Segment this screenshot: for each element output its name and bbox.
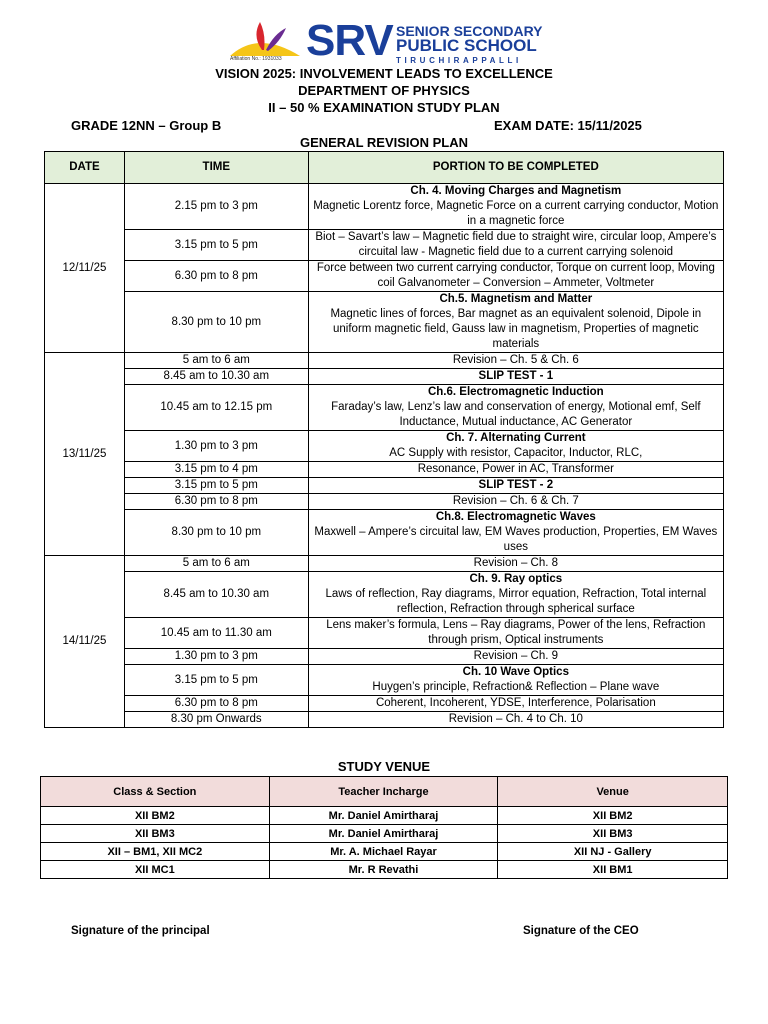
table-row [45, 261, 724, 292]
grade-label: GRADE 12NN – Group B [71, 118, 222, 133]
portion-cell [308, 478, 723, 494]
time-cell: 8.30 pm to 10 pm [124, 510, 308, 556]
table-row [45, 431, 724, 462]
venue-cell: XII BM3 [498, 825, 728, 843]
portion-cell [308, 462, 723, 478]
portion-text: Revision – Ch. 4 to Ch. 10 [448, 713, 583, 725]
table-row [45, 510, 724, 556]
time-cell: 1.30 pm to 3 pm [124, 649, 308, 665]
column-header-class: Class & Section [41, 777, 270, 807]
table-header-row [45, 152, 724, 184]
class-cell: XII MC1 [41, 861, 270, 879]
chapter-title: Ch. 9. Ray optics [469, 573, 563, 585]
portion-cell [308, 369, 723, 385]
venue-cell: XII BM1 [498, 861, 728, 879]
portion-text: Maxwell – Ampere’s circuital law, EM Waves production, Properties, EM Waves uses [314, 526, 718, 553]
table-row [45, 494, 724, 510]
time-cell: 6.30 pm to 8 pm [124, 494, 308, 510]
logo-line-1: SENIOR SECONDARY [396, 23, 543, 39]
portion-text: Magnetic Lorentz force, Magnetic Force on a current carrying conductor, Motion in a magnetic force [313, 200, 719, 227]
venue-title: STUDY VENUE [337, 759, 431, 774]
time-cell: 5 am to 6 am [124, 353, 308, 369]
venue-row [41, 843, 728, 861]
table-row [45, 665, 724, 696]
chapter-title: Ch.5. Magnetism and Matter [439, 293, 593, 305]
teacher-cell: Mr. Daniel Amirtharaj [269, 807, 498, 825]
portion-cell [308, 618, 723, 649]
portion-text: Huygen’s principle, Refraction& Reflection – Plane wave [372, 681, 660, 693]
column-header-portion: PORTION TO BE COMPLETED [308, 152, 723, 184]
portion-cell [308, 385, 723, 431]
column-header-time: TIME [124, 152, 308, 184]
vision-heading: VISION 2025: INVOLVEMENT LEADS TO EXCELLENCE [215, 66, 553, 81]
time-cell: 3.15 pm to 5 pm [124, 478, 308, 494]
school-logo [228, 16, 543, 72]
portion-text: Faraday’s law, Lenz’s law and conservation of energy, Motional emf, Self Inductance, Mutual inductance, AC Generator [331, 401, 701, 428]
class-cell: XII BM3 [41, 825, 270, 843]
table-row [45, 712, 724, 728]
time-cell: 8.45 am to 10.30 am [124, 572, 308, 618]
affiliation-text: Affiliation No.: 1931033 [230, 56, 282, 62]
class-cell: XII – BM1, XII MC2 [41, 843, 270, 861]
plan-title: GENERAL REVISION PLAN [299, 135, 469, 150]
portion-cell [308, 649, 723, 665]
table-row [45, 230, 724, 261]
portion-text: Laws of reflection, Ray diagrams, Mirror equation, Refraction, Total internal reflection, Refraction through spherical surface [325, 588, 707, 615]
teacher-cell: Mr. A. Michael Rayar [269, 843, 498, 861]
teacher-cell: Mr. Daniel Amirtharaj [269, 825, 498, 843]
portion-cell [308, 665, 723, 696]
date-cell: 14/11/25 [45, 556, 125, 728]
table-row [45, 556, 724, 572]
plan-body [45, 184, 724, 728]
portion-text: Biot – Savart’s law – Magnetic field due to straight wire, circular loop, Ampere’s circuital law - Magnetic field due to a current carrying solenoid [315, 231, 717, 258]
venue-cell: XII NJ - Gallery [498, 843, 728, 861]
portion-cell [308, 494, 723, 510]
column-header-teacher: Teacher Incharge [269, 777, 498, 807]
logo-abbr: SRV [306, 16, 393, 65]
column-header-date: DATE [45, 152, 125, 184]
table-row [45, 618, 724, 649]
time-cell: 5 am to 6 am [124, 556, 308, 572]
table-row [45, 572, 724, 618]
time-cell: 8.30 pm Onwards [124, 712, 308, 728]
chapter-title: Ch. 10 Wave Optics [462, 666, 569, 678]
time-cell: 3.15 pm to 5 pm [124, 665, 308, 696]
portion-text: Resonance, Power in AC, Transformer [417, 463, 614, 475]
portion-cell [308, 353, 723, 369]
table-row [45, 649, 724, 665]
exam-heading: II – 50 % EXAMINATION STUDY PLAN [268, 100, 500, 115]
portion-cell [308, 696, 723, 712]
time-cell: 1.30 pm to 3 pm [124, 431, 308, 462]
chapter-title: Ch.6. Electromagnetic Induction [427, 386, 604, 398]
portion-cell [308, 292, 723, 353]
date-cell: 13/11/25 [45, 353, 125, 556]
time-cell: 8.45 am to 10.30 am [124, 369, 308, 385]
portion-text: Revision – Ch. 8 [473, 557, 559, 569]
portion-cell [308, 712, 723, 728]
portion-text: Revision – Ch. 9 [473, 650, 559, 662]
portion-cell [308, 184, 723, 230]
venue-row [41, 807, 728, 825]
table-row [45, 292, 724, 353]
principal-signature-label: Signature of the principal [71, 925, 210, 937]
venue-body [41, 807, 728, 879]
chapter-title: Ch.8. Electromagnetic Waves [435, 511, 596, 523]
column-header-venue: Venue [498, 777, 728, 807]
venue-row [41, 861, 728, 879]
revision-plan-table [44, 151, 724, 728]
time-cell: 10.45 am to 11.30 am [124, 618, 308, 649]
portion-text: AC Supply with resistor, Capacitor, Inductor, RLC, [389, 447, 643, 459]
portion-text: Coherent, Incoherent, YDSE, Interference, Polarisation [375, 697, 656, 709]
time-cell: 3.15 pm to 4 pm [124, 462, 308, 478]
table-row [45, 478, 724, 494]
class-cell: XII BM2 [41, 807, 270, 825]
date-cell: 12/11/25 [45, 184, 125, 353]
table-row [45, 369, 724, 385]
table-row [45, 462, 724, 478]
ceo-signature-label: Signature of the CEO [523, 925, 639, 937]
portion-text: Revision – Ch. 6 & Ch. 7 [452, 495, 579, 507]
time-cell: 3.15 pm to 5 pm [124, 230, 308, 261]
chapter-title: SLIP TEST - 1 [478, 370, 554, 382]
portion-cell [308, 510, 723, 556]
portion-cell [308, 261, 723, 292]
table-row [45, 353, 724, 369]
department-heading: DEPARTMENT OF PHYSICS [298, 83, 470, 98]
logo-line-3: TIRUCHIRAPPALLI [396, 56, 522, 65]
time-cell: 8.30 pm to 10 pm [124, 292, 308, 353]
table-row [45, 184, 724, 230]
flame-logo-icon [228, 20, 308, 60]
portion-cell [308, 230, 723, 261]
portion-cell [308, 431, 723, 462]
time-cell: 2.15 pm to 3 pm [124, 184, 308, 230]
time-cell: 10.45 am to 12.15 pm [124, 385, 308, 431]
chapter-title: Ch. 7. Alternating Current [446, 432, 586, 444]
table-row [45, 385, 724, 431]
chapter-title: Ch. 4. Moving Charges and Magnetism [410, 185, 622, 197]
venue-header-row [41, 777, 728, 807]
time-cell: 6.30 pm to 8 pm [124, 696, 308, 712]
chapter-title: SLIP TEST - 2 [478, 479, 554, 491]
venue-table [40, 776, 728, 879]
venue-row [41, 825, 728, 843]
venue-cell: XII BM2 [498, 807, 728, 825]
time-cell: 6.30 pm to 8 pm [124, 261, 308, 292]
logo-line-2: PUBLIC SCHOOL [396, 36, 537, 55]
table-row [45, 696, 724, 712]
portion-text: Magnetic lines of forces, Bar magnet as an equivalent solenoid, Dipole in uniform magnetic field, Gauss law in magnetism, Properties of magnetic materials [330, 308, 702, 350]
portion-cell [308, 572, 723, 618]
portion-text: Lens maker’s formula, Lens – Ray diagrams, Power of the lens, Refraction through prism, Optical instruments [326, 619, 706, 646]
portion-cell [308, 556, 723, 572]
teacher-cell: Mr. R Revathi [269, 861, 498, 879]
portion-text: Revision – Ch. 5 & Ch. 6 [452, 354, 579, 366]
exam-date: EXAM DATE: 15/11/2025 [494, 118, 642, 133]
portion-text: Force between two current carrying conductor, Torque on current loop, Moving coil Galvanometer – Conversion – Ammeter, Voltmeter [316, 262, 715, 289]
